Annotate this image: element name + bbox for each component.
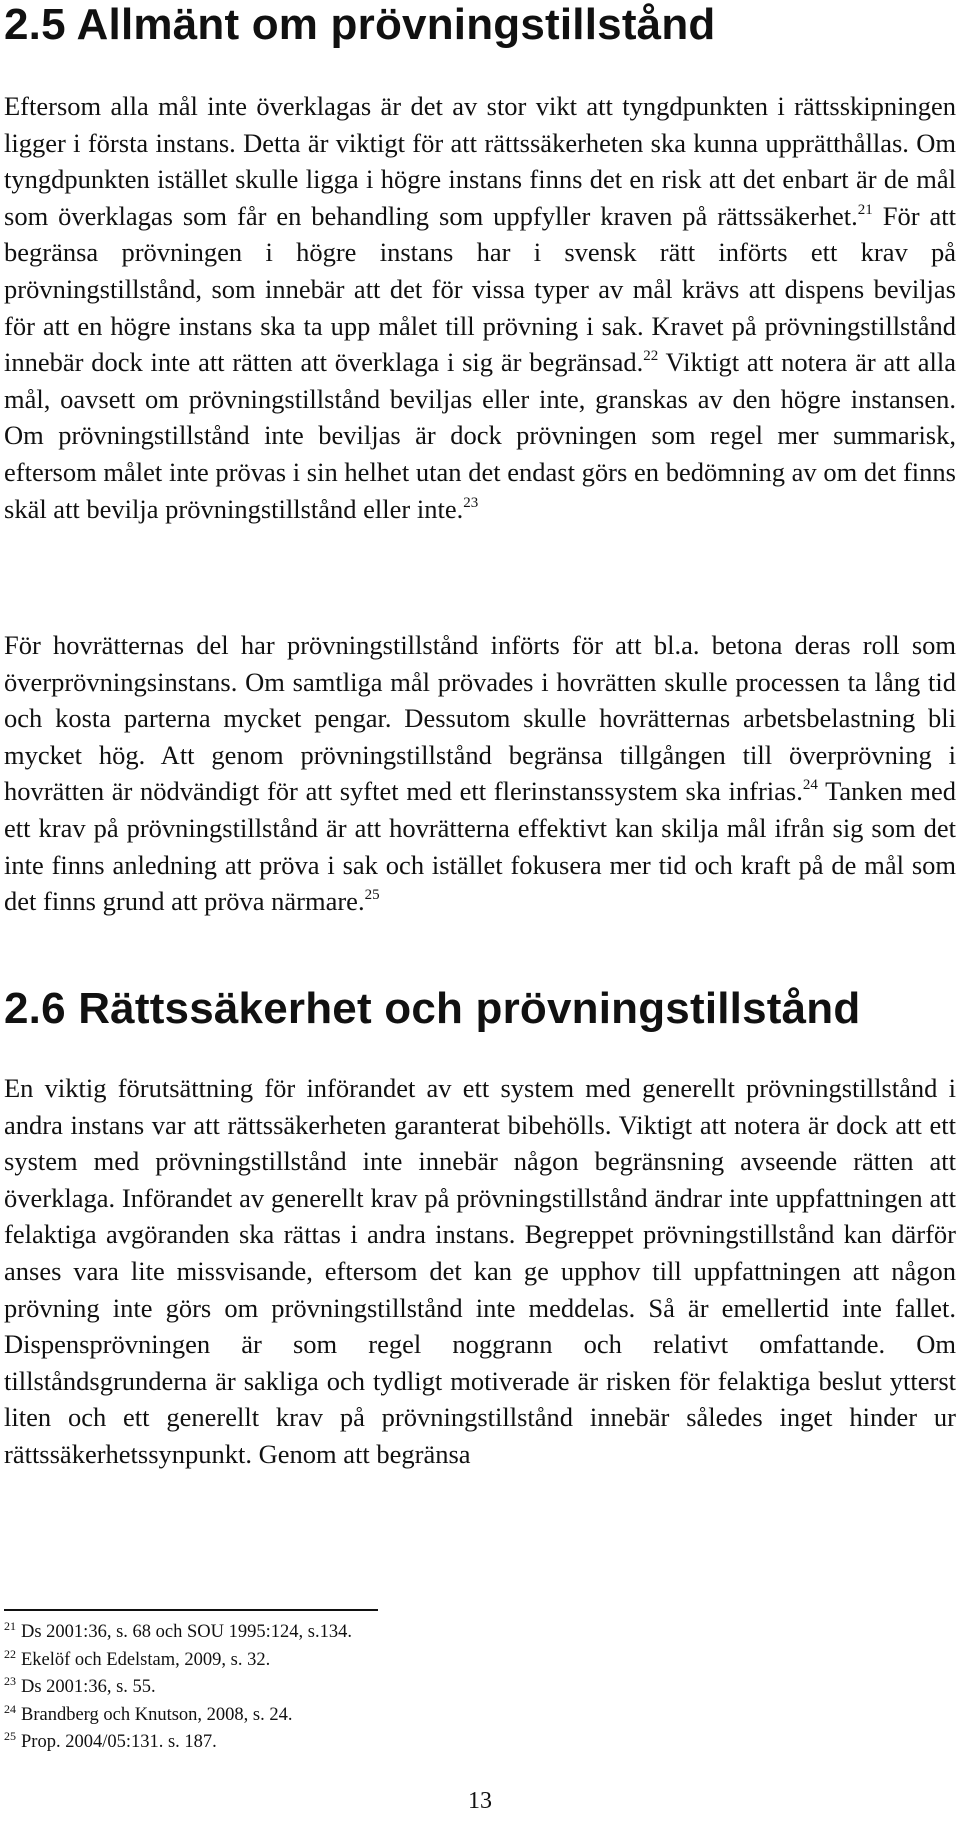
footnote-text: Ekelöf och Edelstam, 2009, s. 32. <box>21 1649 271 1670</box>
footnote-number: 23 <box>4 1674 16 1689</box>
footnote <box>4 1674 352 1702</box>
footnote-ref[interactable]: 21 <box>857 201 873 218</box>
footnote-separator <box>4 1609 378 1611</box>
footnote-ref[interactable]: 24 <box>802 777 818 794</box>
paragraph: En viktig förutsättning för införandet av ett system med generellt prövningstillstånd i andra instans var att rättssäkerheten garanterat bibehölls. Viktigt att notera är dock att ett system med prövningstillstånd inte innebär någon begränsning avseende rätten att överklaga. Införandet av generellt krav på prövningstillstånd ändrar inte uppfattningen att felaktiga avgöranden ska rättas i andra instans. Begreppet prövningstillstånd kan därför anses vara lite missvisande, eftersom det kan ge upphov till uppfattningen att någon prövning inte görs om prövningstillstånd inte meddelas. Så är emellertid inte fallet. Dispensprövningen är som regel noggrann och relativt omfattande. Om tillståndsgrunderna är sakliga och tydligt motiverade är risken för felaktiga beslut ytterst liten och ett generellt krav på prövningstillstånd innebär således inget hinder ur rättssäkerhetssynpunkt. Genom att begränsa <box>4 1073 956 1469</box>
footnote <box>4 1702 352 1730</box>
footnote-ref[interactable]: 25 <box>364 887 380 904</box>
footnote-text: Prop. 2004/05:131. s. 187. <box>21 1732 217 1753</box>
page-number: 13 <box>468 1788 492 1814</box>
footnote-ref[interactable]: 23 <box>463 494 479 511</box>
section-heading-2-6: 2.6 Rättssäkerhet och prövningstillstånd <box>4 984 861 1033</box>
paragraph <box>4 627 956 920</box>
footnote-text: Brandberg och Knutson, 2008, s. 24. <box>21 1704 293 1725</box>
footnote-number: 22 <box>4 1646 16 1661</box>
footnote-text: Ds 2001:36, s. 55. <box>21 1677 156 1698</box>
footnote-text: Ds 2001:36, s. 68 och SOU 1995:124, s.134. <box>21 1622 352 1642</box>
paragraph-text: Tanken med ett krav på prövningstillstånd är att hovrätterna effektivt kan skilja mål ifrån sig som det inte finns anledning att pröva i sak och istället fokusera mer tid och kraft på de mål som det finns grund att pröva närmare. <box>4 776 957 917</box>
footnote-number: 24 <box>4 1701 16 1716</box>
footnote <box>4 1729 352 1757</box>
footnote <box>4 1647 352 1675</box>
footnote-number: 21 <box>4 1619 16 1633</box>
paragraph-text: Eftersom alla mål inte överklagas är det av stor vikt att tyngdpunkten i rättsskipningen ligger i första instans. Detta är viktigt för att rättssäkerheten ska kunna upprätthållas. Om tyngdpunkten istället skulle ligga i högre instans finns det en risk att det enbart är de mål som överklagas som får en behandling som uppfyller kraven på rättssäkerhet. <box>4 91 956 231</box>
paragraph <box>4 88 956 527</box>
footnote <box>4 1619 352 1647</box>
footnotes <box>4 1619 352 1757</box>
section-heading-2-5: 2.5 Allmänt om prövningstillstånd <box>4 0 716 49</box>
paragraph-text: För att begränsa prövningen i högre instans har i svensk rätt införts ett krav på prövningstillstånd, som innebär att det för vissa typer av mål krävs att dispens beviljas för att en högre instans ska ta upp målet till prövning i sak. Kravet på prövningstillstånd innebär dock inte att rätten att överklaga i sig är begränsad. <box>4 200 956 378</box>
footnote-number: 25 <box>4 1729 16 1744</box>
paragraph-text: Viktigt att notera är att alla mål, oavsett om prövningstillstånd beviljas eller inte, granskas av den högre instansen. Om prövningstillstånd inte beviljas är dock prövningen som regel mer summarisk, eftersom målet inte prövas i sin helhet utan det endast görs en bedömning av om det finns skäl att bevilja prövningstillstånd eller inte. <box>4 347 956 524</box>
footnote-ref[interactable]: 22 <box>643 348 659 365</box>
paragraph-text: För hovrätternas del har prövningstillstånd införts för att bl.a. betona deras roll som överprövningsinstans. Om samtliga mål prövades i hovrätten skulle processen ta lång tid och kosta parterna mycket pengar. Dessutom skulle hovrätternas arbetsbelastning bli mycket hög. Att genom prövningstillstånd begränsa tillgången till överprövning i hovrätten är nödvändigt för att syftet med ett flerinstanssystem ska infrias. <box>4 630 956 807</box>
